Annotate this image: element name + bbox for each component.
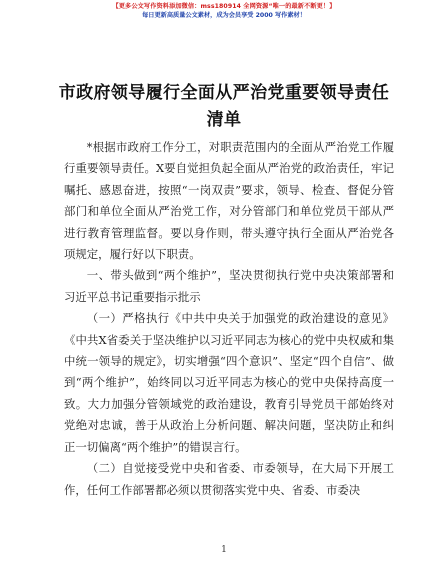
body-paragraph-intro: *根据市政府工作分工，对职责范围内的全面从严治党工作履行重要领导责任。X要自觉担负起全面从严治党的政治责任，牢记嘱托、感恩奋进，按照“一岗双责”要求，领导、检查、督促分管部门和单位全面从严治党工作，对分管部门和单位党员干部从严进行教育管理监督。要以身作则，带头遵守执行全面从严治党各项规定，履行好以下职责。 bbox=[64, 140, 394, 262]
page-number: 1 bbox=[221, 545, 227, 555]
document-title: 市政府领导履行全面从严治党重要领导责任清单 bbox=[58, 83, 390, 130]
section-heading-1: 一、带头做到“两个维护”，坚决贯彻执行党中央决策部署和习近平总书记重要指示批示 bbox=[64, 268, 394, 304]
document-body bbox=[64, 137, 394, 501]
body-paragraph-item-2: （二）自觉接受党中央和省委、市委领导，在大局下开展工作，任何工作部署都必须以贯彻落实党中央、省委、市委决 bbox=[64, 461, 394, 497]
promo-header-line-2: 每日更新高质量公文素材，成为会员享受 2000 写作素材！ bbox=[142, 12, 306, 19]
promo-header-banner bbox=[0, 2, 448, 20]
body-paragraph-item-1: （一）严格执行《中共中央关于加强党的政治建设的意见》《中共X省委关于坚决维护以习近平同志为核心的党中央权威和集中统一领导的规定》，切实增强“四个意识”、坚定“四个自信”、做到“两个维护”，始终同以习近平同志为核心的党中央保持高度一致。大力加强分管领域党的政治建设，教育引导党员干部始终对党绝对忠诚，善于从政治上分析问题、解决问题，坚决防止和纠正一切偏离“两个维护”的错误言行。 bbox=[64, 311, 394, 454]
promo-header-line-1: 【更多公文写作资料添加微信：mss180914 全网资源“唯一的最新不断更！】 bbox=[112, 3, 336, 10]
